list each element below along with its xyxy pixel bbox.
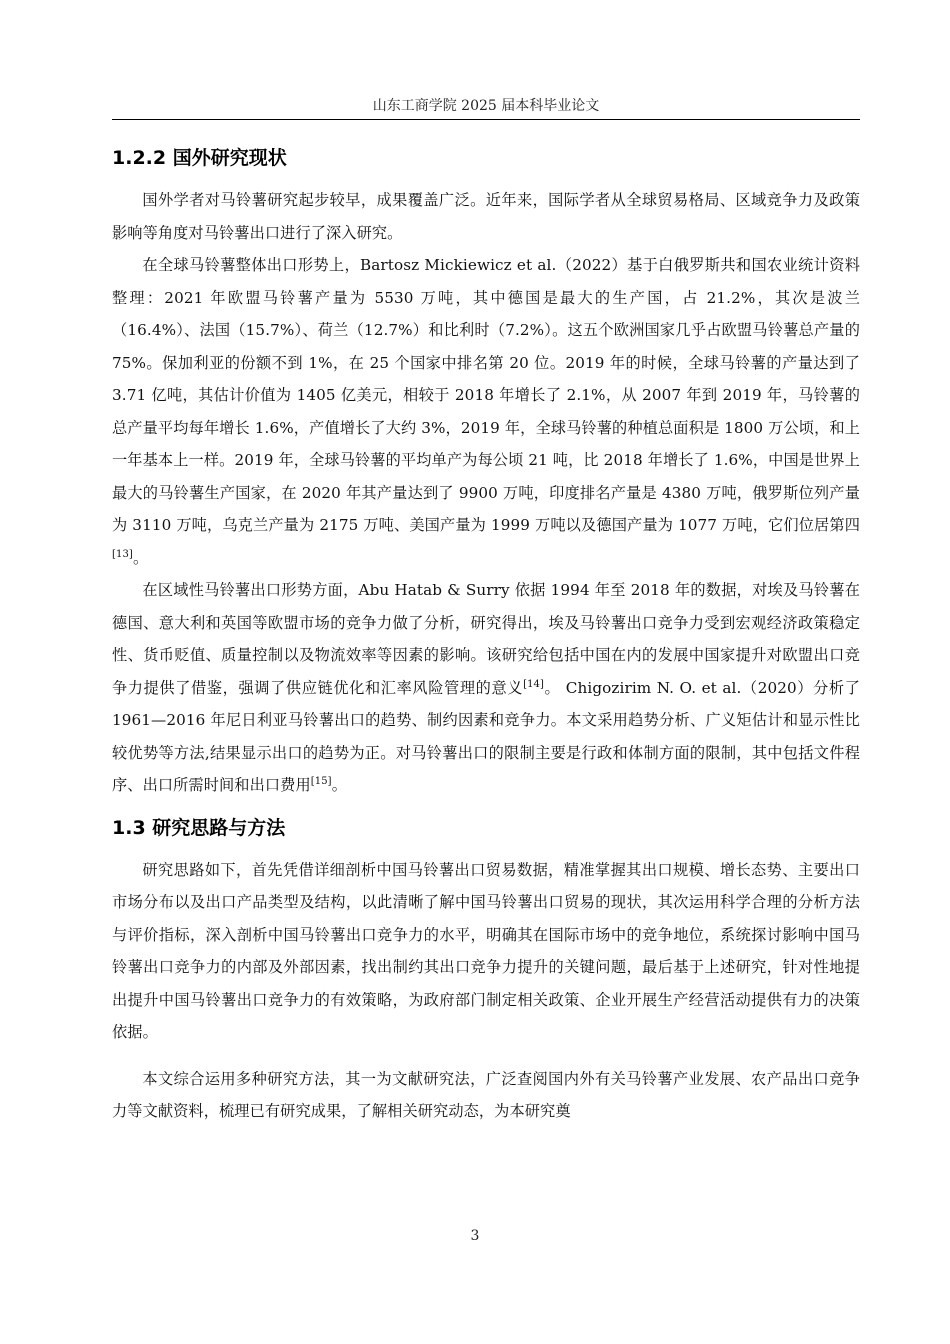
paragraph-text: 在区域性马铃薯出口形势方面，Abu Hatab & Surry 依据 1994 年至 2018 年的数据，对埃及马铃薯在德国、意大利和英国等欧盟市场的竞争力做了分析，研究得出，埃及马铃薯出口竞争力受到宏观经济政策稳定性、货币贬值、质量控制以及物流效率等因素的影响。该研究给包括中国在内的发展中国家提升对欧盟出口竞争力提供了借鉴，强调了供应链优化和汇率风险管理的意义	[112, 581, 860, 697]
paragraph-text: 在全球马铃薯整体出口形势上，Bartosz Mickiewicz et al.（2022）基于白俄罗斯共和国农业统计资料整理：2021 年欧盟马铃薯产量为 5530 万吨，其中德国是最大的生产国，占 21.2%，其次是波兰（16.4%）、法国（15.7%）、荷兰（12.7%）和比利时（7.2%）。这五个欧洲国家几乎占欧盟马铃薯总产量的 75%。保加利亚的份额不到 1%，在 25 个国家中排名第 20 位。2019 年的时候，全球马铃薯的产量达到了 3.71 亿吨，其估计价值为 1405 亿美元，相较于 2018 年增长了 2.1%，从 2007 年到 2019 年，马铃薯的总产量平均每年增长 1.6%，产值增长了大约 3%，2019 年，全球马铃薯的种植总面积是 1800 万公顷，和上一年基本上一样。2019 年，全球马铃薯的平均单产为每公顷 21 吨，比 2018 年增长了 1.6%，中国是世界上最大的马铃薯生产国家，在 2020 年其产量达到了 9900 万吨，印度排名产量是 4380 万吨，俄罗斯位列产量为 3110 万吨，乌克兰产量为 2175 万吨、美国产量为 1999 万吨以及德国产量为 1077 万吨，它们位居第四	[112, 256, 860, 534]
paragraph-end: 。	[132, 548, 149, 567]
citation-ref: [13]	[112, 548, 133, 560]
section-heading-1-2-2: 1.2.2 国外研究现状	[112, 147, 287, 169]
header-rule	[112, 119, 860, 120]
paragraph	[112, 574, 860, 802]
citation-ref: [14]	[523, 678, 545, 690]
paragraph	[112, 184, 860, 249]
paragraph	[112, 854, 860, 1049]
paragraph-text: 研究思路如下，首先凭借详细剖析中国马铃薯出口贸易数据，精准掌握其出口规模、增长态势、主要出口市场分布以及出口产品类型及结构，以此清晰了解中国马铃薯出口贸易的现状，其次运用科学合理的分析方法与评价指标，深入剖析中国马铃薯出口竞争力的水平，明确其在国际市场中的竞争地位，系统探讨影响中国马铃薯出口竞争力的内部及外部因素，找出制约其出口竞争力提升的关键问题，最后基于上述研究，针对性地提出提升中国马铃薯出口竞争力的有效策略，为政府部门制定相关政策、企业开展生产经营活动提供有力的决策依据。	[112, 860, 860, 1041]
page-content	[112, 132, 860, 1128]
page-number: 3	[470, 1228, 480, 1244]
paragraph-end: 。	[331, 776, 347, 794]
running-header: 山东工商学院 2025 届本科毕业论文	[372, 98, 600, 114]
paragraph	[112, 1063, 860, 1128]
paragraph-text: 本文综合运用多种研究方法，其一为文献研究法，广泛查阅国内外有关马铃薯产业发展、农产品出口竞争力等文献资料，梳理已有研究成果，了解相关研究动态，为本研究奠	[112, 1069, 860, 1120]
paragraph-text: 国外学者对马铃薯研究起步较早，成果覆盖广泛。近年来，国际学者从全球贸易格局、区域竞争力及政策影响等角度对马铃薯出口进行了深入研究。	[112, 191, 860, 242]
citation-ref: [15]	[310, 775, 332, 787]
paragraph	[112, 249, 860, 574]
paragraph-text: 。 Chigozirim N. O. et al.（2020）分析了 1961—2016 年尼日利亚马铃薯出口的趋势、制约因素和竞争力。本文采用趋势分析、广义矩估计和显示性比较优势等方法,结果显示出口的趋势为正。对马铃薯出口的限制主要是行政和体制方面的限制，其中包括文件程序、出口所需时间和出口费用	[112, 678, 860, 794]
section-heading-1-3: 1.3 研究思路与方法	[112, 816, 286, 839]
